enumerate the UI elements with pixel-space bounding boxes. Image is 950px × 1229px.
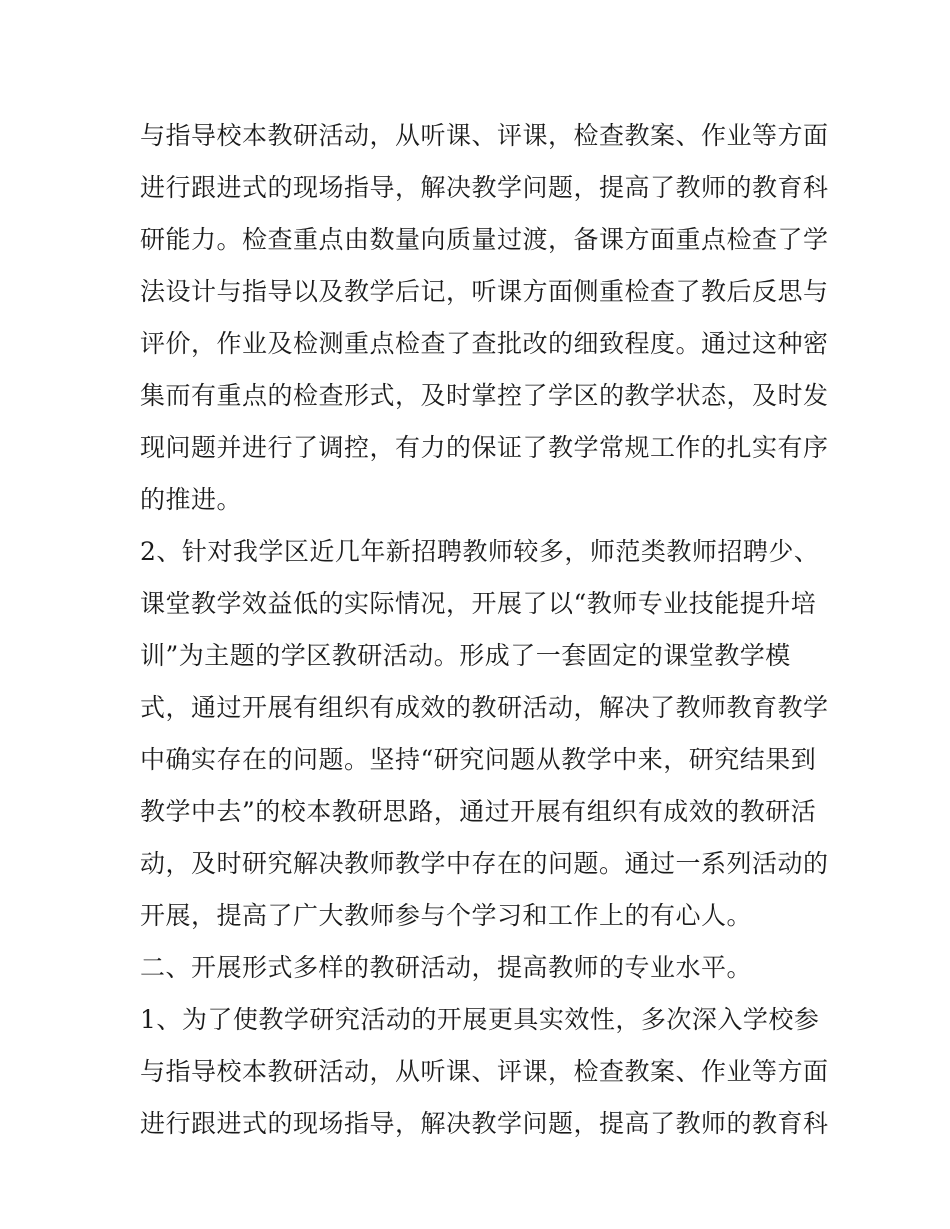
text-line: 评价，作业及检测重点检查了查批改的细致程度。通过这种密 bbox=[140, 329, 829, 358]
text-line: 进行跟进式的现场指导，解决教学问题，提高了教师的教育科 bbox=[140, 1109, 829, 1138]
text-line: 课堂教学效益低的实际情况，开展了以“教师专业技能提升培 bbox=[140, 589, 817, 618]
body-text bbox=[140, 110, 830, 1150]
text-line: 集而有重点的检查形式，及时掌控了学区的教学状态，及时发 bbox=[140, 381, 829, 410]
text-line: 现问题并进行了调控，有力的保证了教学常规工作的扎实有序 bbox=[140, 433, 829, 462]
text-line: 式，通过开展有组织有成效的教研活动，解决了教师教育教学 bbox=[140, 693, 829, 722]
text-line: 2、针对我学区近几年新招聘教师较多，师范类教师招聘少、 bbox=[140, 537, 820, 566]
text-line: 法设计与指导以及教学后记，听课方面侧重检查了教后反思与 bbox=[140, 277, 829, 306]
text-line: 中确实存在的问题。坚持“研究问题从教学中来，研究结果到 bbox=[140, 745, 817, 774]
text-line: 开展，提高了广大教师参与个学习和工作上的有心人。 bbox=[140, 901, 753, 930]
text-line: 1、为了使教学研究活动的开展更具实效性，多次深入学校参 bbox=[140, 1005, 820, 1034]
text-line: 动，及时研究解决教师教学中存在的问题。通过一系列活动的 bbox=[140, 849, 829, 878]
text-line: 与指导校本教研活动，从听课、评课，检查教案、作业等方面 bbox=[140, 1057, 829, 1086]
text-line: 训”为主题的学区教研活动。形成了一套固定的课堂教学模 bbox=[140, 641, 791, 670]
text-line: 与指导校本教研活动，从听课、评课，检查教案、作业等方面 bbox=[140, 121, 829, 150]
text-line: 研能力。检查重点由数量向质量过渡，备课方面重点检查了学 bbox=[140, 225, 829, 254]
text-line: 二、开展形式多样的教研活动，提高教师的专业水平。 bbox=[140, 953, 753, 982]
text-line: 的推进。 bbox=[140, 485, 243, 514]
text-line: 教学中去”的校本教研思路，通过开展有组织有成效的教研活 bbox=[140, 797, 817, 826]
text-line: 进行跟进式的现场指导，解决教学问题，提高了教师的教育科 bbox=[140, 173, 829, 202]
